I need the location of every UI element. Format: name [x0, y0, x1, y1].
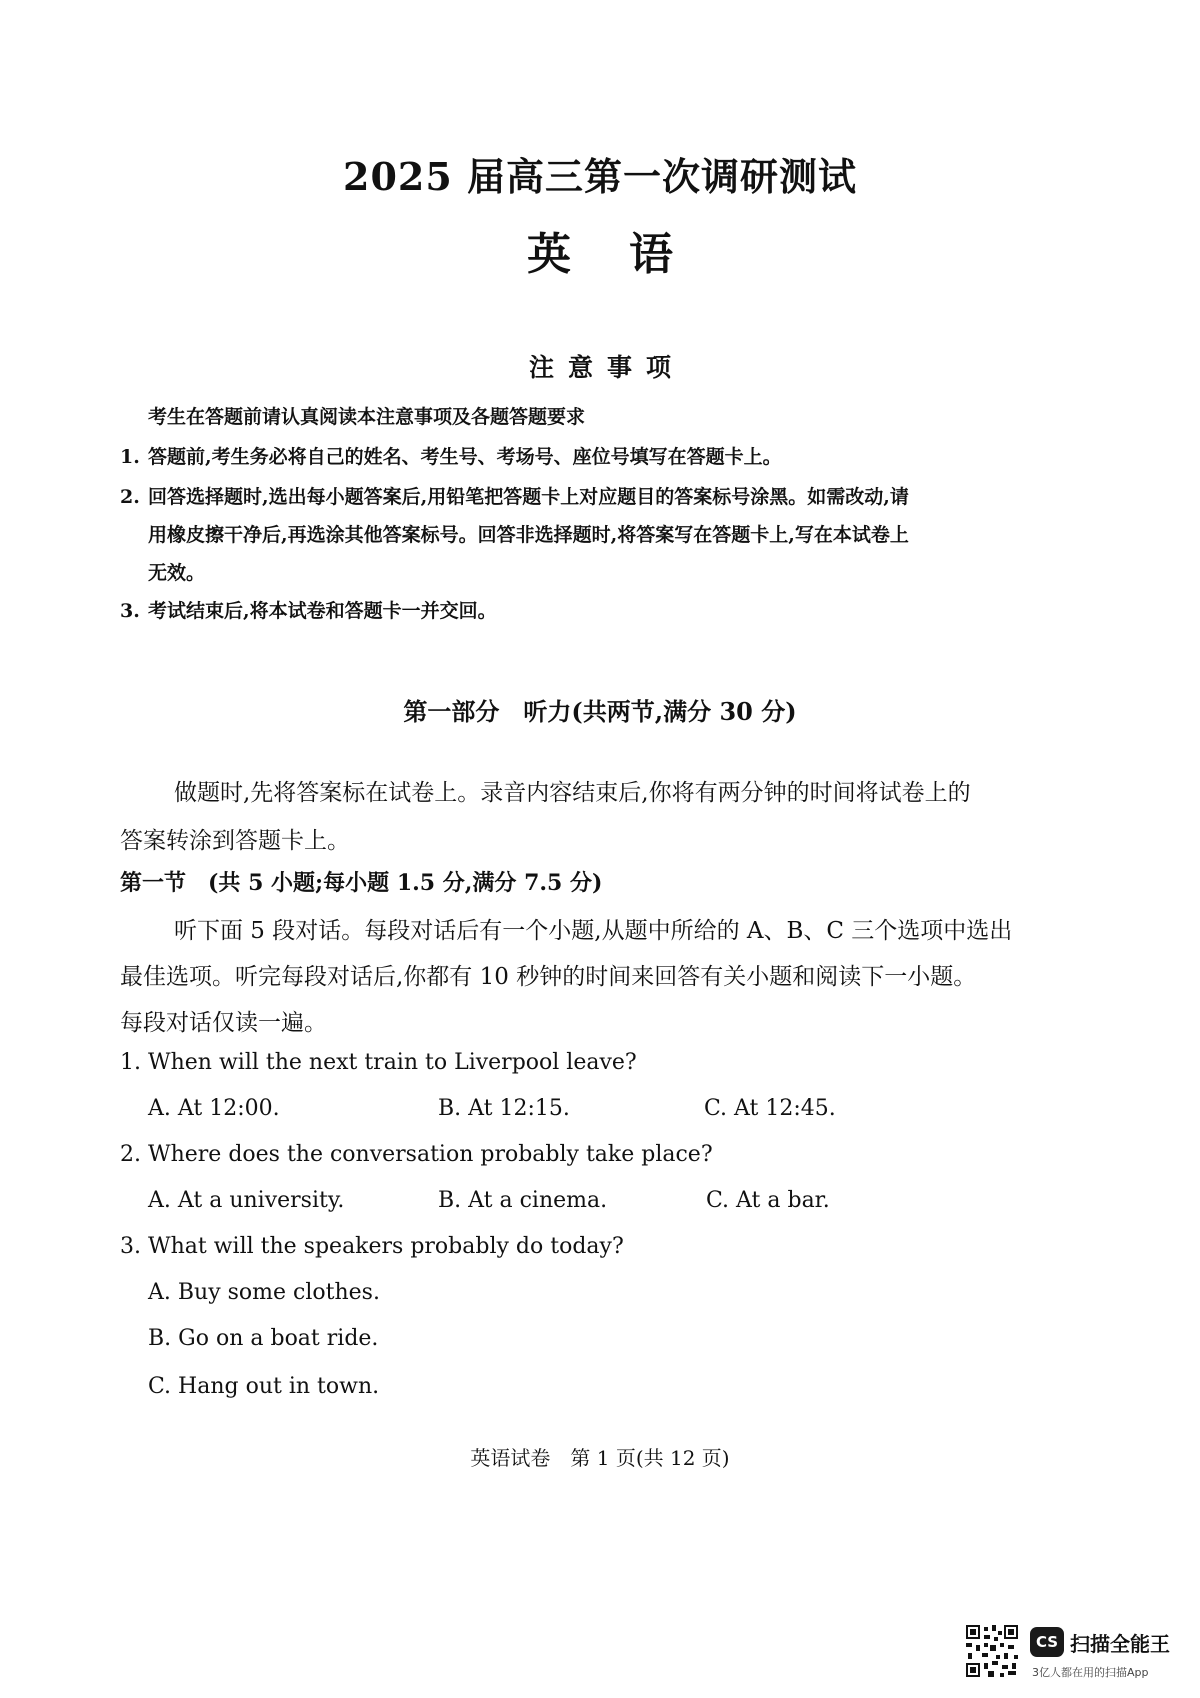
scanner-app-name: 扫描全能王 — [1070, 1632, 1170, 1656]
part-one-instruction-line-1: 做题时,先将答案标在试卷上。录音内容结束后,你将有两分钟的时间将试卷上的 — [174, 780, 971, 806]
rule-text: 回答选择题时,选出每小题答案后,用铅笔把答题卡上对应题目的答案标号涂黑。如需改动,请 — [148, 486, 909, 508]
qr-code-icon — [964, 1623, 1020, 1679]
section-one-instruction-line-2: 最佳选项。听完每段对话后,你都有 10 秒钟的时间来回答有关小题和阅读下一小题。 — [120, 964, 977, 990]
rule-number: 3. — [120, 600, 140, 622]
question-3-option-a: A. Buy some clothes. — [148, 1280, 380, 1305]
scanner-app-tagline: 3亿人都在用的扫描App — [1032, 1666, 1149, 1679]
exam-title: 2025 届高三第一次调研测试 — [343, 154, 857, 199]
section-one-instruction-line-1: 听下面 5 段对话。每段对话后有一个小题,从题中所给的 A、B、C 三个选项中选出 — [174, 918, 1013, 944]
page-footer: 英语试卷 第 1 页(共 12 页) — [470, 1446, 730, 1470]
question-2-option-b: B. At a cinema. — [438, 1188, 608, 1213]
notice-rule-1 — [120, 442, 782, 469]
notice-intro: 考生在答题前请认真阅读本注意事项及各题答题要求 — [148, 406, 586, 428]
question-3-stem: 3. What will the speakers probably do today? — [120, 1234, 624, 1259]
rule-text: 考试结束后,将本试卷和答题卡一并交回。 — [148, 600, 497, 622]
question-1-option-c: C. At 12:45. — [704, 1096, 836, 1121]
notice-rule-2-line-3: 无效。 — [148, 562, 206, 584]
rule-text: 答题前,考生务必将自己的姓名、考生号、考场号、座位号填写在答题卡上。 — [148, 446, 782, 468]
question-2-option-c: C. At a bar. — [706, 1188, 830, 1213]
question-1-stem: 1. When will the next train to Liverpool leave? — [120, 1050, 637, 1075]
question-3-option-c: C. Hang out in town. — [148, 1374, 380, 1399]
notice-heading: 注意事项 — [528, 353, 685, 382]
section-one-heading: 第一节 (共 5 小题;每小题 1.5 分,满分 7.5 分) — [120, 870, 603, 896]
question-1-option-b: B. At 12:15. — [438, 1096, 570, 1121]
camscanner-logo-icon: CS — [1030, 1627, 1064, 1657]
question-2-option-a: A. At a university. — [148, 1188, 345, 1213]
rule-number: 2. — [120, 486, 140, 508]
rule-number: 1. — [120, 446, 140, 468]
question-1-option-a: A. At 12:00. — [148, 1096, 280, 1121]
question-2-stem: 2. Where does the conversation probably take place? — [120, 1142, 713, 1167]
part-one-heading: 第一部分 听力(共两节,满分 30 分) — [403, 697, 797, 726]
question-3-option-b: B. Go on a boat ride. — [148, 1326, 379, 1351]
section-one-instruction-line-3: 每段对话仅读一遍。 — [120, 1010, 327, 1036]
notice-rule-2 — [120, 482, 909, 509]
subject-title: 英语 — [527, 229, 731, 280]
notice-rule-2-line-2: 用橡皮擦干净后,再选涂其他答案标号。回答非选择题时,将答案写在答题卡上,写在本试卷上 — [148, 524, 909, 546]
part-one-instruction-line-2: 答案转涂到答题卡上。 — [120, 828, 350, 854]
notice-rule-3 — [120, 596, 497, 623]
